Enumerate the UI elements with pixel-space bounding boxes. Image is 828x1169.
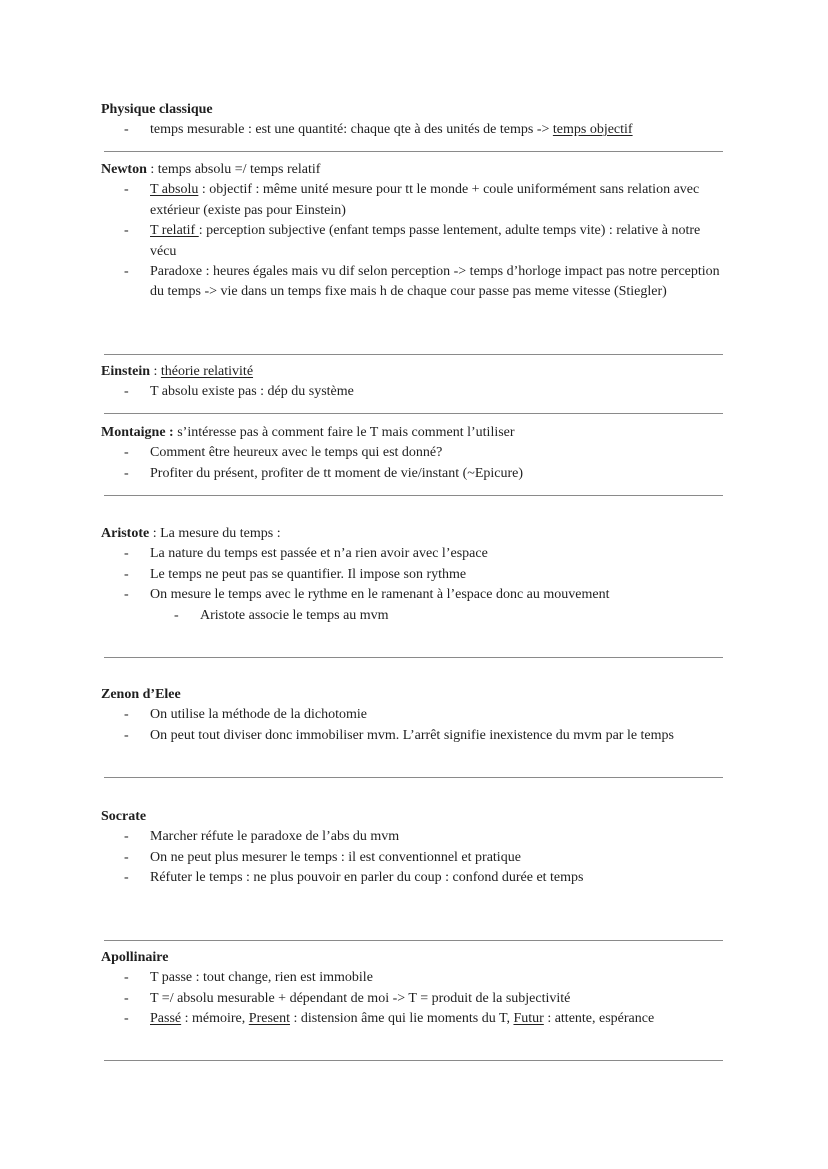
section-einstein bbox=[101, 362, 726, 403]
underlined-term: T absolu bbox=[150, 182, 199, 198]
underlined-term: T relatif bbox=[150, 223, 199, 239]
bullet-dash: - bbox=[124, 970, 129, 986]
bullet-list bbox=[101, 443, 726, 484]
section-heading: Aristote : La mesure du temps : bbox=[101, 526, 281, 541]
bullet-dash: - bbox=[124, 727, 129, 743]
list-item: - T relatif : perception subjective (enfant temps passe lentement, adulte temps vite) : relative à notre vécu bbox=[124, 223, 701, 259]
bullet-dash: - bbox=[124, 465, 129, 481]
bullet-dash: - bbox=[124, 264, 129, 280]
underlined-term: Passé bbox=[150, 1011, 182, 1027]
section-socrate bbox=[101, 807, 726, 889]
section-heading: Apollinaire bbox=[101, 950, 169, 965]
underlined-term: temps objectif bbox=[552, 122, 633, 138]
list-item: - T passe : tout change, rien est immobile bbox=[101, 968, 726, 988]
bullet-dash: - bbox=[124, 870, 129, 886]
bullet-list bbox=[101, 180, 726, 302]
list-item: - Paradoxe : heures égales mais vu dif selon perception -> temps d’horloge impact pas notre perception du temps -> vie dans un temps fixe mais h de chaque cour passe pas meme vitesse (Stiegler) bbox=[124, 264, 720, 300]
underlined-term: théorie relativité bbox=[160, 364, 254, 379]
bullet-list bbox=[101, 705, 726, 746]
list-item: - On ne peut plus mesurer le temps : il est conventionnel et pratique bbox=[101, 848, 726, 868]
divider bbox=[104, 940, 723, 941]
list-item: - On peut tout diviser donc immobiliser mvm. L’arrêt signifie inexistence du mvm par le temps bbox=[101, 726, 726, 746]
divider bbox=[104, 413, 723, 414]
sub-list-item: - Aristote associe le temps au mvm bbox=[101, 606, 726, 626]
section-aristote bbox=[101, 524, 726, 626]
section-apollinaire bbox=[101, 948, 726, 1030]
bullet-list bbox=[101, 382, 726, 402]
list-item: - Comment être heureux avec le temps qui est donné? bbox=[101, 443, 726, 463]
bullet-dash: - bbox=[124, 849, 129, 865]
divider bbox=[104, 777, 723, 778]
divider bbox=[104, 354, 723, 355]
bullet-dash: - bbox=[124, 445, 129, 461]
list-item: - T absolu existe pas : dép du système bbox=[101, 382, 726, 402]
section-newton bbox=[101, 160, 726, 303]
bullet-dash: - bbox=[124, 384, 129, 400]
section-zenon bbox=[101, 685, 726, 746]
divider bbox=[104, 151, 723, 152]
list-item: - Réfuter le temps : ne plus pouvoir en parler du coup : confond durée et temps bbox=[101, 868, 726, 888]
bullet-dash: - bbox=[124, 829, 129, 845]
section-heading: Montaigne : s’intéresse pas à comment faire le T mais comment l’utiliser bbox=[101, 425, 515, 440]
bullet-dash: - bbox=[124, 122, 129, 138]
list-item: - On utilise la méthode de la dichotomie bbox=[101, 705, 726, 725]
bullet-list bbox=[101, 544, 726, 626]
list-item: - Profiter du présent, profiter de tt moment de vie/instant (~Epicure) bbox=[101, 464, 726, 484]
underlined-term: Present bbox=[248, 1011, 290, 1027]
bullet-dash: - bbox=[174, 607, 179, 623]
divider bbox=[104, 1060, 723, 1061]
bullet-dash: - bbox=[124, 990, 129, 1006]
section-heading: Newton : temps absolu =/ temps relatif bbox=[101, 162, 321, 177]
list-item: - Passé : mémoire, Present : distension âme qui lie moments du T, Futur : attente, espérance bbox=[101, 1009, 726, 1029]
bullet-dash: - bbox=[124, 546, 129, 562]
section-heading: Physique classique bbox=[101, 102, 213, 117]
divider bbox=[104, 495, 723, 496]
bullet-list bbox=[101, 968, 726, 1029]
list-item: - temps mesurable : est une quantité: chaque qte à des unités de temps -> temps objectif bbox=[101, 120, 726, 140]
list-item: - Marcher réfute le paradoxe de l’abs du mvm bbox=[101, 827, 726, 847]
section-montaigne bbox=[101, 423, 726, 484]
bullet-dash: - bbox=[124, 1011, 129, 1027]
section-heading: Zenon d’Elee bbox=[101, 687, 181, 702]
bullet-list bbox=[101, 827, 726, 888]
list-item: - T =/ absolu mesurable + dépendant de moi -> T = produit de la subjectivité bbox=[101, 989, 726, 1009]
bullet-list bbox=[101, 120, 726, 140]
bullet-dash: - bbox=[124, 566, 129, 582]
section-physique-classique bbox=[101, 100, 726, 141]
divider bbox=[104, 657, 723, 658]
underlined-term: Futur bbox=[513, 1011, 544, 1027]
bullet-dash: - bbox=[124, 182, 129, 198]
list-item: - Le temps ne peut pas se quantifier. Il impose son rythme bbox=[101, 565, 726, 585]
bullet-dash: - bbox=[124, 587, 129, 603]
bullet-dash: - bbox=[124, 223, 129, 239]
list-item: - La nature du temps est passée et n’a rien avoir avec l’espace bbox=[101, 544, 726, 564]
bullet-dash: - bbox=[124, 707, 129, 723]
list-item: - T absolu : objectif : même unité mesure pour tt le monde + coule uniformément sans relation avec extérieur (existe pas pour Einstein) bbox=[124, 182, 700, 218]
section-heading: Einstein : théorie relativité bbox=[101, 364, 254, 379]
section-heading: Socrate bbox=[101, 809, 147, 824]
list-item: - On mesure le temps avec le rythme en le ramenant à l’espace donc au mouvement bbox=[101, 585, 726, 605]
